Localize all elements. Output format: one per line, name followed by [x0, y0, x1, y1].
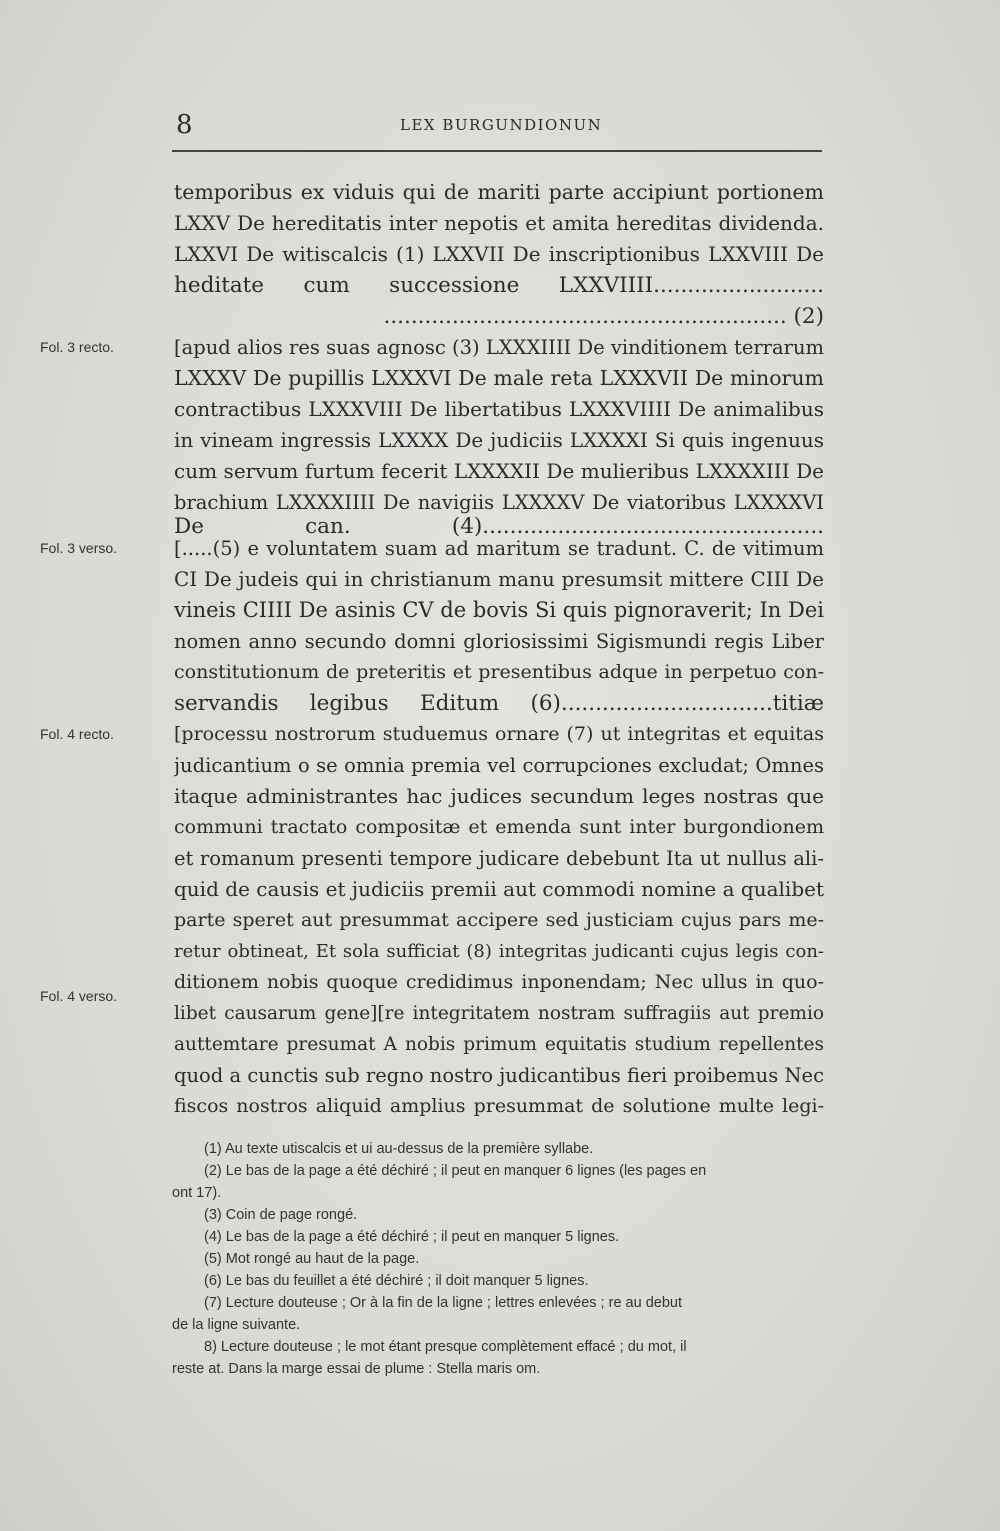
- body-line: ........................................................... (2): [383, 304, 824, 329]
- body-line: judicantium o se omnia premia vel corrupciones excludat; Omnes: [174, 754, 824, 777]
- body-line: fiscos nostros aliquid amplius presummat de solutione multe legi-: [174, 1095, 824, 1117]
- body-line: quid de causis et judiciis premii aut commodi nomine a qualibet: [174, 877, 824, 901]
- footnote: (4) Le bas de la page a été déchiré ; il peut en manquer 5 lignes.: [204, 1229, 620, 1245]
- body-line: vineis CIIII De asinis CV de bovis Si quis pignoraverit; In Dei: [174, 598, 824, 622]
- page-number: 8: [176, 110, 193, 140]
- body-line: itaque administrantes hac judices secundum leges nostras que: [174, 784, 824, 808]
- body-line: parte speret aut presummat accipere sed justiciam cujus pars me-: [174, 909, 824, 931]
- footnote-continuation: ont 17).: [172, 1185, 222, 1201]
- margin-note-fol-4-verso: Fol. 4 verso.: [40, 988, 118, 1004]
- margin-note-fol-4-recto: Fol. 4 recto.: [40, 726, 114, 742]
- body-line: [apud alios res suas agnosc (3) LXXXIIII De vinditionem terrarum: [174, 336, 824, 359]
- footnote: (6) Le bas du feuillet a été déchiré ; il doit manquer 5 lignes.: [204, 1273, 589, 1289]
- body-line: servandis legibus Editum (6)...............................titiæ: [174, 691, 824, 716]
- body-line: temporibus ex viduis qui de mariti parte accipiunt portionem: [174, 180, 824, 204]
- body-line: constitutionum de preteritis et presentibus adque in perpetuo con-: [174, 661, 824, 683]
- margin-note-fol-3-recto: Fol. 3 recto.: [40, 339, 114, 355]
- body-line: brachium LXXXXIIII De navigiis LXXXXV De viatoribus LXXXXVI: [174, 491, 824, 514]
- footnote: 8) Lecture douteuse ; le mot étant presque complètement effacé ; du mot, il: [204, 1339, 687, 1355]
- body-line: LXXVI De witiscalcis (1) LXXVII De inscriptionibus LXXVIII De: [174, 242, 824, 266]
- body-line: quod a cunctis sub regno nostro judicantibus fieri proibemus Nec: [174, 1064, 824, 1087]
- body-line: cum servum furtum fecerit LXXXXII De mulieribus LXXXXIII De: [174, 459, 824, 483]
- body-line: [processu nostrorum studuemus ornare (7) ut integritas et equitas: [174, 723, 824, 745]
- footnote: (7) Lecture douteuse ; Or à la fin de la ligne ; lettres enlevées ; re au debut: [204, 1295, 682, 1311]
- footnote-continuation: reste at. Dans la marge essai de plume : Stella maris om.: [172, 1361, 541, 1377]
- body-line: De can. (4)..................................................: [174, 514, 824, 539]
- header-rule: [172, 150, 822, 152]
- body-line: ditionem nobis quoque credidimus inponendam; Nec ullus in quo-: [174, 971, 824, 993]
- body-line: auttemtare presumat A nobis primum equitatis studium repellentes: [174, 1034, 824, 1055]
- page-header: [172, 110, 822, 140]
- body-line: in vineam ingressis LXXXX De judiciis LXXXXI Si quis ingenuus: [174, 428, 824, 452]
- body-line: retur obtineat, Et sola sufficiat (8) integritas judicanti cujus legis con-: [174, 941, 824, 962]
- body-line: nomen anno secundo domni gloriosissimi Sigismundi regis Liber: [174, 630, 824, 653]
- footnote-continuation: de la ligne suivante.: [172, 1317, 301, 1333]
- body-line: heditate cum successione LXXVIIII.........................: [174, 273, 824, 298]
- running-title: LEX BURGUNDIONUN: [400, 116, 603, 134]
- body-line: LXXV De hereditatis inter nepotis et amita hereditas dividenda.: [174, 211, 824, 235]
- body-line: CI De judeis qui in christianum manu presumsit mittere CIII De: [174, 567, 824, 591]
- body-line: et romanum presenti tempore judicare debebunt Ita ut nullus ali-: [174, 847, 824, 870]
- body-line: contractibus LXXXVIII De libertatibus LXXXVIIII De animalibus: [174, 397, 824, 421]
- body-line: [.....(5) e voluntatem suam ad maritum se tradunt. C. de vitimum: [174, 537, 824, 560]
- body-line: communi tractato compositæ et emenda sunt inter burgondionem: [174, 816, 824, 838]
- footnote: (1) Au texte utiscalcis et ui au-dessus de la première syllabe.: [204, 1141, 594, 1157]
- body-line: libet causarum gene][re integritatem nostram suffragiis aut premio: [174, 1003, 824, 1024]
- footnote: (2) Le bas de la page a été déchiré ; il peut en manquer 6 lignes (les pages en: [204, 1163, 707, 1179]
- footnote: (5) Mot rongé au haut de la page.: [204, 1251, 420, 1267]
- footnote: (3) Coin de page rongé.: [204, 1207, 358, 1223]
- body-line: LXXXV De pupillis LXXXVI De male reta LXXXVII De minorum: [174, 366, 824, 390]
- margin-note-fol-3-verso: Fol. 3 verso.: [40, 540, 118, 556]
